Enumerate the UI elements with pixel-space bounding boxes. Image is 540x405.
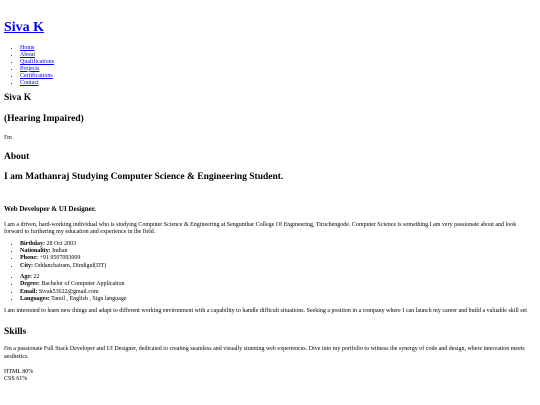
skill-html (4, 369, 536, 376)
facts-list-right (4, 274, 536, 303)
nav-item-qualifications (20, 59, 536, 66)
about-intro: I am Mathanraj Studying Computer Science & Engineering Student. (4, 172, 284, 183)
skill-name: CSS (4, 376, 15, 383)
fact-label: City: (20, 262, 33, 269)
fact-value: Bachelor of Computer Application (41, 281, 125, 288)
fact-nationality (20, 248, 536, 255)
facts-list-left (4, 241, 536, 270)
skills-list (4, 369, 536, 384)
skill-css (4, 376, 536, 383)
nav-menu (4, 45, 536, 86)
fact-city (20, 263, 536, 270)
fact-languages (20, 296, 536, 303)
hero-subtitle: (Hearing Impaired) (4, 114, 84, 125)
about-role: Web Developer & UI Designer. (4, 205, 96, 214)
fact-birthday (20, 241, 536, 248)
about-closing: I am interested to learn new things and adapt to different working environment with a capability to handle difficult situations. Seeking a position in a company where I can launch my career and build a valuable skill set (4, 308, 527, 315)
fact-label: Age: (20, 273, 32, 280)
fact-email (20, 289, 536, 296)
nav-item-certifications (20, 73, 536, 80)
fact-value: +91 9507093009 (39, 255, 81, 262)
skills-description: I'm a passionate Full Stack Developer and UI Designer, dedicated to creating seamless and visually stunning web experiences. Dive into my portfolio to witness the synergy of code and design, where innovation meets aesthetics. (4, 346, 525, 360)
fact-phone (20, 255, 536, 262)
fact-label: Nationality: (20, 248, 51, 254)
site-title-link[interactable]: Siva K (4, 20, 45, 35)
nav-item-home (20, 45, 536, 52)
fact-value: Oddanchatram, Dindigul(DT) (34, 262, 107, 269)
nav-item-contact (20, 80, 536, 87)
fact-value: Indian (52, 248, 68, 254)
skill-percent: 61% (16, 376, 28, 383)
nav-link-projects[interactable]: Projects (20, 65, 40, 72)
site-title (4, 20, 536, 36)
nav-item-projects (20, 66, 536, 73)
fact-value: Sivak53622@gmail.com (38, 288, 99, 295)
fact-value: Tamil , English , Sign language (51, 295, 127, 302)
fact-degree (20, 281, 536, 288)
fact-label: Birthday: (20, 240, 46, 247)
nav-link-qualifications[interactable]: Qualifications (20, 58, 54, 65)
nav-link-about[interactable]: About (20, 51, 35, 58)
fact-label: Email: (20, 288, 38, 295)
fact-label: Phone: (20, 255, 38, 262)
fact-label: Languages: (20, 295, 50, 302)
about-description: I am a driven, hard-working individual who is studying Computer Science & Engineering at Sengunthar College Of Engineering, Tiruchengode. Computer Science is something I am very passionate about and look forward to furthering my education and experience in the field. (4, 222, 517, 236)
nav-link-home[interactable]: Home (20, 45, 35, 52)
skill-name: HTML (4, 369, 21, 376)
fact-value: 22 (33, 273, 40, 280)
hero-name: Siva K (4, 93, 32, 104)
nav-item-about (20, 52, 536, 59)
skill-percent: 80% (22, 369, 34, 376)
about-heading: About (4, 152, 30, 163)
skills-heading: Skills (4, 326, 27, 337)
nav-link-certifications[interactable]: Certifications (20, 72, 53, 79)
nav-link-contact[interactable]: Contact (20, 79, 39, 86)
hero-tag: I'm (4, 135, 12, 142)
fact-label: Degree: (20, 281, 40, 288)
fact-value: 28 Oct 2003 (46, 240, 77, 247)
